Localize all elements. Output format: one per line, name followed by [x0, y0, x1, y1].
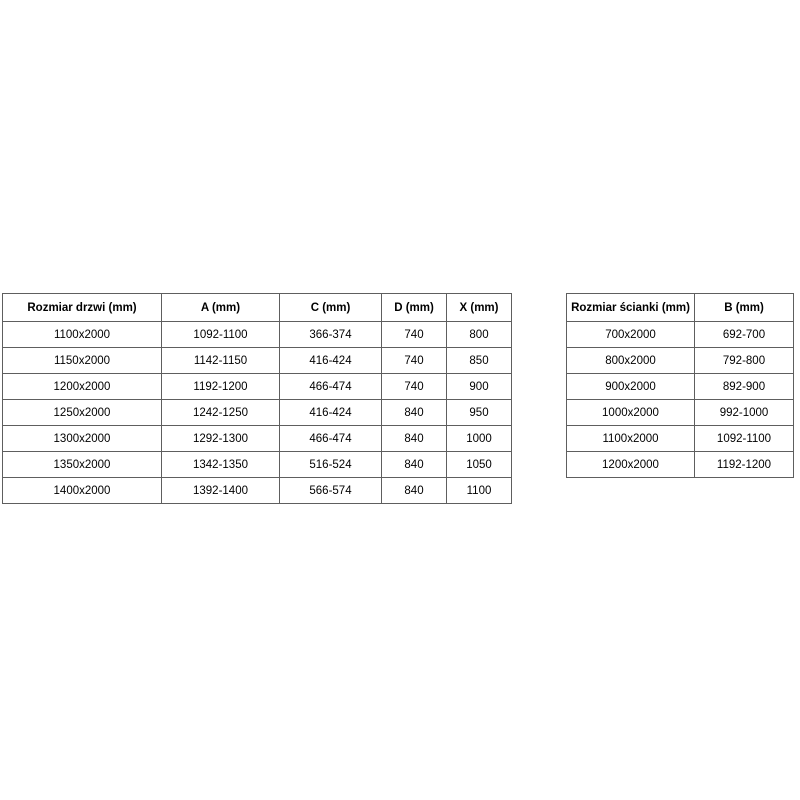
table-row	[567, 426, 794, 452]
table-cell: 800	[447, 322, 512, 348]
table-cell: 1100	[447, 478, 512, 504]
table-row	[3, 452, 512, 478]
table-cell: 1192-1200	[162, 374, 280, 400]
table-cell: 1142-1150	[162, 348, 280, 374]
column-header: Rozmiar ścianki (mm)	[567, 294, 695, 322]
table-cell: 692-700	[695, 322, 794, 348]
table-cell: 416-424	[280, 348, 382, 374]
table-row	[3, 374, 512, 400]
table-cell: 850	[447, 348, 512, 374]
table-cell: 800x2000	[567, 348, 695, 374]
table-cell: 840	[382, 400, 447, 426]
wall-size-table	[566, 293, 794, 478]
table-cell: 566-574	[280, 478, 382, 504]
table-row	[3, 400, 512, 426]
table-cell: 1242-1250	[162, 400, 280, 426]
table-row	[3, 348, 512, 374]
table-cell: 892-900	[695, 374, 794, 400]
table-cell: 466-474	[280, 426, 382, 452]
table-row	[567, 400, 794, 426]
table-cell: 1200x2000	[567, 452, 695, 478]
table-cell: 1092-1100	[162, 322, 280, 348]
table-cell: 840	[382, 478, 447, 504]
table-cell: 900	[447, 374, 512, 400]
table-cell: 1000x2000	[567, 400, 695, 426]
table-cell: 1350x2000	[3, 452, 162, 478]
table-row	[3, 478, 512, 504]
table-cell: 900x2000	[567, 374, 695, 400]
table-cell: 740	[382, 374, 447, 400]
table-cell: 792-800	[695, 348, 794, 374]
table-cell: 740	[382, 348, 447, 374]
table-cell: 366-374	[280, 322, 382, 348]
table-cell: 1300x2000	[3, 426, 162, 452]
table-cell: 516-524	[280, 452, 382, 478]
table-cell: 1292-1300	[162, 426, 280, 452]
door-size-table	[2, 293, 512, 504]
table-cell: 1150x2000	[3, 348, 162, 374]
header-row	[567, 294, 794, 322]
table-cell: 840	[382, 452, 447, 478]
table-cell: 1200x2000	[3, 374, 162, 400]
table-cell: 1000	[447, 426, 512, 452]
table-row	[567, 322, 794, 348]
table-row	[567, 348, 794, 374]
table-cell: 992-1000	[695, 400, 794, 426]
column-header: D (mm)	[382, 294, 447, 322]
table-cell: 1250x2000	[3, 400, 162, 426]
column-header: C (mm)	[280, 294, 382, 322]
table-row	[3, 322, 512, 348]
column-header: A (mm)	[162, 294, 280, 322]
table-cell: 1192-1200	[695, 452, 794, 478]
table-row	[567, 452, 794, 478]
table-cell: 466-474	[280, 374, 382, 400]
column-header: X (mm)	[447, 294, 512, 322]
table-cell: 1100x2000	[3, 322, 162, 348]
table-cell: 1392-1400	[162, 478, 280, 504]
table-row	[567, 374, 794, 400]
header-row	[3, 294, 512, 322]
table-cell: 416-424	[280, 400, 382, 426]
table-cell: 1400x2000	[3, 478, 162, 504]
table-cell: 840	[382, 426, 447, 452]
table-cell: 1100x2000	[567, 426, 695, 452]
table-row	[3, 426, 512, 452]
table-cell: 1342-1350	[162, 452, 280, 478]
table-cell: 700x2000	[567, 322, 695, 348]
table-cell: 1092-1100	[695, 426, 794, 452]
table-cell: 740	[382, 322, 447, 348]
table-cell: 1050	[447, 452, 512, 478]
table-cell: 950	[447, 400, 512, 426]
column-header: B (mm)	[695, 294, 794, 322]
column-header: Rozmiar drzwi (mm)	[3, 294, 162, 322]
